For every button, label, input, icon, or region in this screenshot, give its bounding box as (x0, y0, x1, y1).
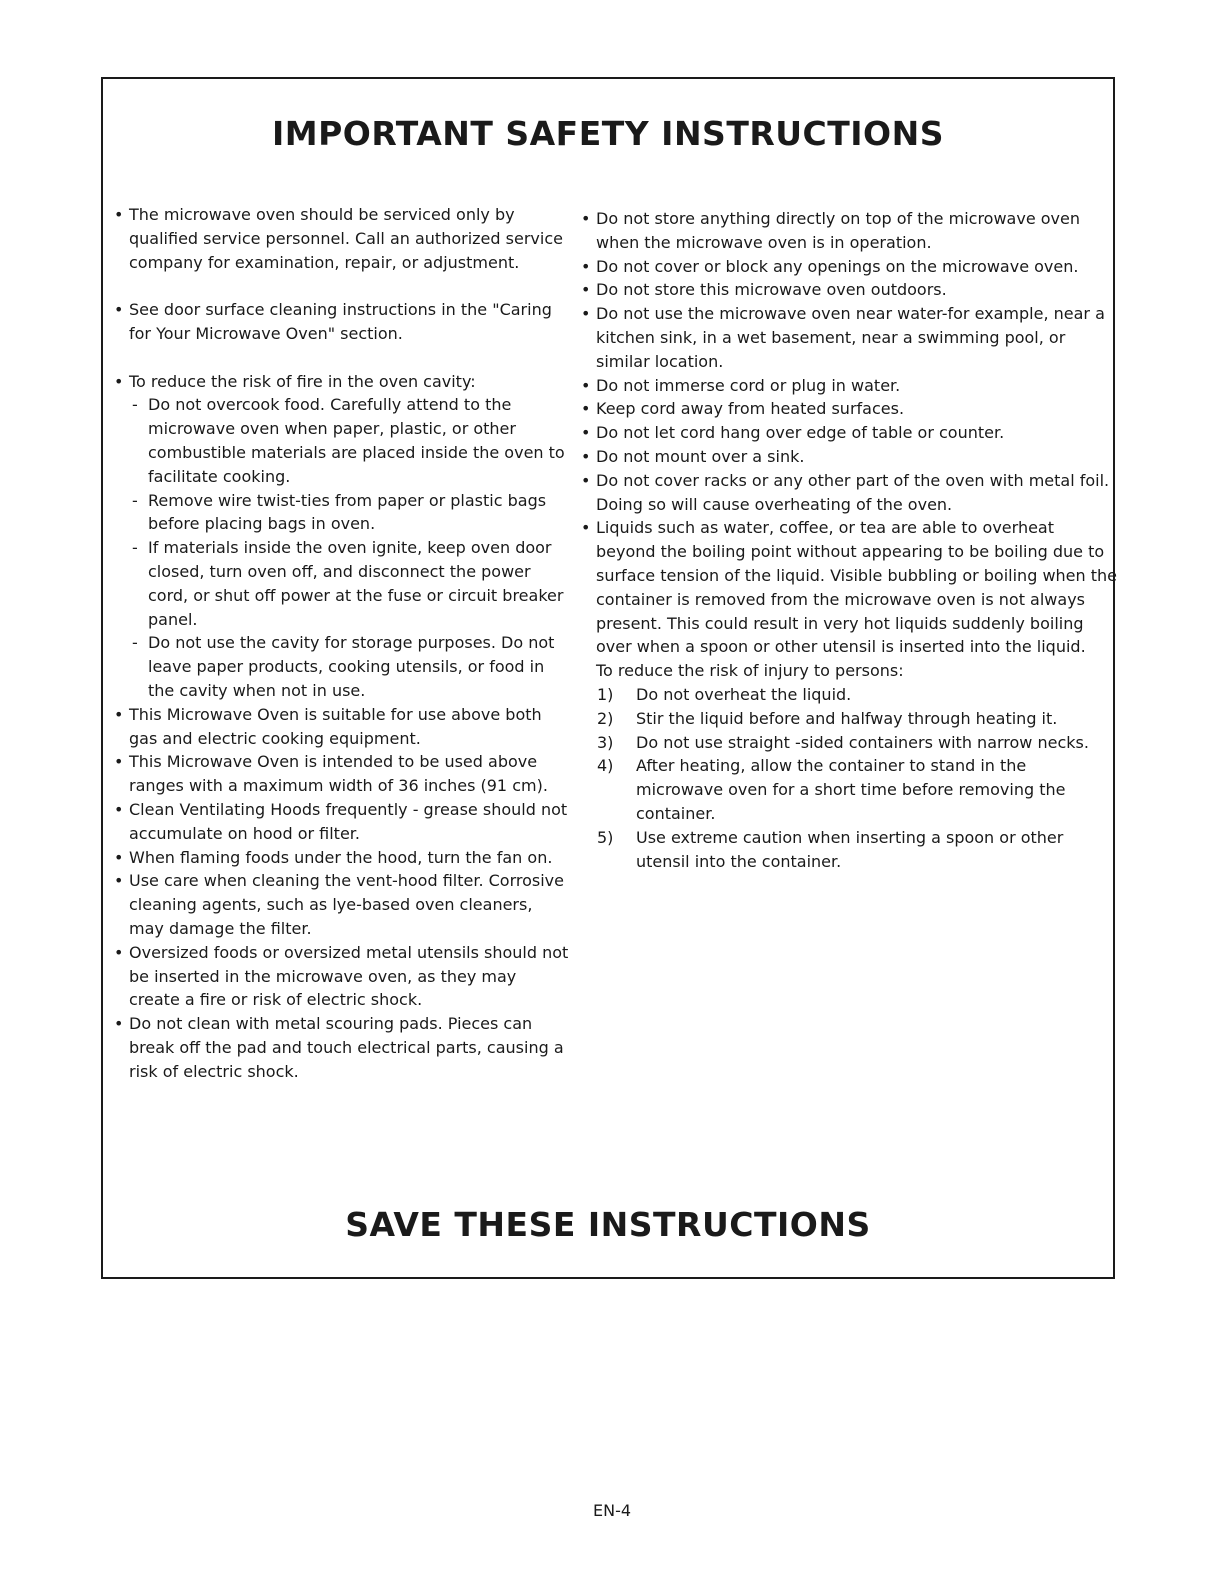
list-item: • When flaming foods under the hood, turn the fan on. (110, 846, 570, 870)
bullet-icon: • (581, 209, 591, 228)
list-item: • Use care when cleaning the vent-hood filter. Corrosive cleaning agents, such as lye-based oven cleaners, may damage the filter. (114, 871, 564, 938)
bullet-icon: • (114, 704, 124, 724)
list-item: • Do not immerse cord or plug in water. (577, 374, 1117, 398)
list-item: • Do not use the microwave oven near water-for example, near a kitchen sink, in a wet basement, near a swimming pool, or similar location. (581, 304, 1105, 371)
list-item: • Keep cord away from heated surfaces. (577, 397, 1117, 421)
dash-icon: - (132, 395, 138, 415)
instructions-frame (101, 77, 1115, 1279)
numbered-step: 1) Do not overheat the liquid. (577, 683, 1117, 707)
bullet-icon: • (114, 942, 124, 962)
bullet-icon: • (581, 446, 591, 466)
bullet-icon: • (114, 205, 124, 224)
list-item: • This Microwave Oven is suitable for use above both gas and electric cooking equipment. (114, 704, 542, 748)
bullet-icon: • (581, 256, 591, 276)
step-number: 1) (597, 684, 614, 704)
list-item: • Do not cover or block any openings on the microwave oven. (577, 255, 1117, 279)
bullet-icon: • (581, 399, 591, 419)
dash-icon: - (132, 633, 138, 653)
list-item: • Do not mount over a sink. (577, 445, 1117, 469)
bullet-icon: • (114, 847, 124, 867)
sub-list-item: - If materials inside the oven ignite, keep oven door closed, turn oven off, and disconnect the power cord, or shut off power at the fuse or circuit breaker panel. (132, 538, 564, 629)
list-item: • The microwave oven should be serviced only by qualified service personnel. Call an authorized service company for examination, repair, or adjustment. (114, 205, 563, 272)
bullet-icon: • (114, 799, 124, 819)
list-item: • Do not store this microwave oven outdoors. (577, 278, 1117, 302)
bullet-icon: • (581, 423, 591, 443)
sub-list-item: - Do not overcook food. Carefully attend to the microwave oven when paper, plastic, or other combustible materials are placed inside the oven to facilitate cooking. (132, 395, 565, 486)
list-item: • Clean Ventilating Hoods frequently - grease should not accumulate on hood or filter. (114, 799, 568, 843)
bullet-icon: • (581, 375, 591, 395)
left-column (110, 203, 570, 1083)
bullet-icon: • (114, 1014, 124, 1034)
risk-intro: To reduce the risk of injury to persons: (596, 661, 904, 681)
dash-icon: - (132, 538, 138, 558)
page-number: EN-4 (592, 1501, 632, 1520)
numbered-step: 5) Use extreme caution when inserting a spoon or other utensil into the container. (597, 827, 1064, 871)
list-item: • To reduce the risk of fire in the oven cavity: (110, 370, 570, 394)
sub-list-item: - Do not use the cavity for storage purposes. Do not leave paper products, cooking utensils, or food in the cavity when not in use. (132, 633, 555, 700)
list-item: • Do not cover racks or any other part of the oven with metal foil. Doing so will cause overheating of the oven. (581, 470, 1110, 514)
step-number: 3) (597, 732, 614, 752)
sub-list-item: - Remove wire twist-ties from paper or plastic bags before placing bags in oven. (132, 490, 547, 534)
closing-title: SAVE THESE INSTRUCTIONS (345, 1205, 871, 1244)
list-item: • Do not let cord hang over edge of table or counter. (577, 421, 1117, 445)
numbered-step: 4) After heating, allow the container to stand in the microwave oven for a short time before removing the container. (597, 756, 1066, 823)
page-title: IMPORTANT SAFETY INSTRUCTIONS (271, 114, 944, 153)
list-item: • This Microwave Oven is intended to be used above ranges with a maximum width of 36 inches (91 cm). (114, 752, 548, 796)
numbered-step: 2) Stir the liquid before and halfway through heating it. (577, 707, 1117, 731)
step-number: 4) (597, 756, 614, 776)
dash-icon: - (132, 490, 138, 510)
list-item: • See door surface cleaning instructions in the "Caring for Your Microwave Oven" section. (114, 300, 552, 343)
list-item: • Oversized foods or oversized metal utensils should not be inserted in the microwave oven, as they may create a fire or risk of electric shock. (114, 942, 569, 1010)
bullet-icon: • (581, 304, 591, 324)
bullet-icon: • (114, 300, 124, 320)
bullet-icon: • (114, 371, 124, 391)
right-column (577, 207, 1117, 873)
bullet-icon: • (581, 470, 591, 490)
bullet-icon: • (581, 518, 591, 538)
list-item: • Liquids such as water, coffee, or tea are able to overheat beyond the boiling point without appearing to be boiling due to surface tension of the liquid. Visible bubbling or boiling when the container is removed from the microwave oven is not always present. This could result in very hot liquids suddenly boiling over when a spoon or other utensil is inserted into the liquid. (581, 518, 1117, 657)
bullet-icon: • (114, 871, 124, 891)
step-number: 2) (597, 708, 614, 728)
list-item: • Do not clean with metal scouring pads. Pieces can break off the pad and touch electrical parts, causing a risk of electric shock. (114, 1014, 564, 1081)
numbered-step: 3) Do not use straight -sided containers with narrow necks. (577, 731, 1117, 755)
bullet-icon: • (114, 752, 124, 772)
list-item: • Do not store anything directly on top of the microwave oven when the microwave oven is in operation. (581, 209, 1080, 252)
step-number: 5) (597, 827, 614, 847)
bullet-icon: • (581, 280, 591, 300)
